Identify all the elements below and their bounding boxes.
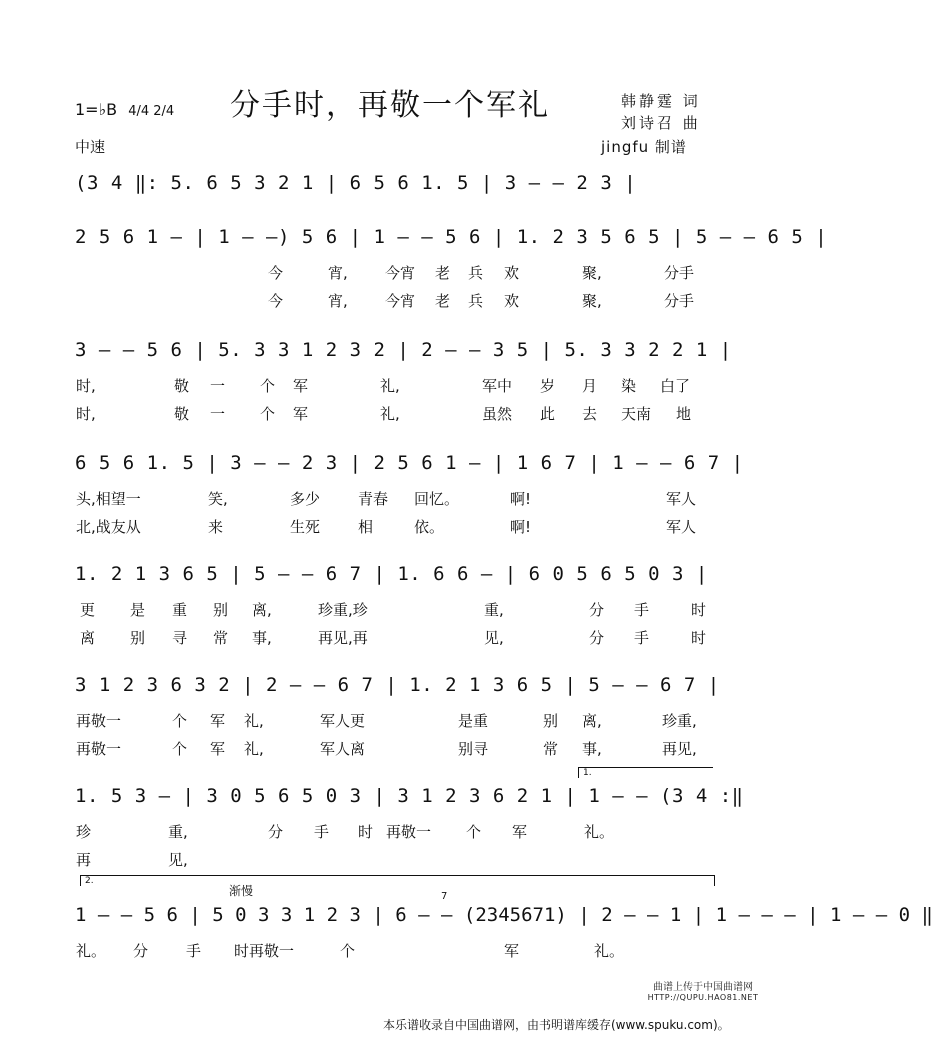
staff-row-7: 1. 5 3 – | 3 0 5 6 5 0 3 | 3 1 2 3 6 2 1 | 1 – – (3 4 :‖ [75,785,744,807]
lyric-syllable: 是 [130,601,146,619]
tempo-marking: 中速 [75,138,106,156]
lyric-syllable: 礼, [380,405,400,423]
lyric-syllable: 再见, [662,740,697,758]
page-title: 分手时，再敬一个军礼 [230,88,550,123]
lyric-syllable: 一 [210,377,226,395]
lyric-syllable: 聚, [582,292,602,310]
lyric-syllable: 军 [504,942,520,960]
lyric-syllable: 离, [582,712,602,730]
lyric-syllable: 军中 [482,377,513,395]
site-watermark [637,978,769,1002]
staff-row-2: 2 5 6 1 – | 1 – –) 5 6 | 1 – – 5 6 | 1. 2 3 5 6 5 | 5 – – 6 5 | [75,226,828,248]
lyric-row-4a [0,488,789,508]
lyric-syllable: 礼, [380,377,400,395]
first-ending-label: 1. [583,768,592,778]
lyric-syllable: 礼, [244,740,264,758]
lyric-row-7b [0,849,789,869]
lyric-syllable: 手 [634,629,650,647]
lyric-syllable: 个 [260,405,276,423]
site-line: 曲谱上传于中国曲谱网 [653,982,753,993]
lyric-syllable: 白了 [660,377,691,395]
lyric-syllable: 离 [80,629,96,647]
lyric-syllable: 再 [76,851,92,869]
lyric-syllable: 军 [293,377,309,395]
lyric-syllable: 青春 [358,490,389,508]
lyric-syllable: 时, [76,377,96,395]
lyric-syllable: 岁 [540,377,556,395]
lyric-syllable: 回忆。 [414,490,460,508]
lyric-syllable: 军 [293,405,309,423]
lyric-syllable: 见, [168,851,188,869]
lyric-syllable: 生死 [290,518,321,536]
lyric-syllable: 时再敬一 [234,942,295,960]
lyric-syllable: 欢 [504,292,520,310]
lyric-syllable: 礼, [244,712,264,730]
lyric-syllable: 别 [543,712,559,730]
lyric-syllable: 事, [582,740,602,758]
lyric-syllable: 今宵 [385,264,416,282]
lyric-syllable: 个 [466,823,482,841]
lyric-syllable: 北,战友从 [76,518,141,536]
lyric-syllable: 月 [582,377,598,395]
lyric-syllable: 兵 [468,264,484,282]
lyric-syllable: 见, [484,629,504,647]
lyric-syllable: 军人 [666,518,697,536]
lyric-syllable: 别 [213,601,229,619]
lyric-row-7a [0,821,789,841]
lyric-syllable: 珍重, [662,712,697,730]
lyric-syllable: 再见,再 [318,629,368,647]
composer-credit: 刘诗召 曲 [621,114,701,132]
lyric-syllable: 手 [634,601,650,619]
lyric-syllable: 别寻 [458,740,489,758]
lyric-row-3b [0,403,789,423]
lyric-syllable: 手 [314,823,330,841]
lyric-syllable: 个 [340,942,356,960]
lyric-syllable: 头,相望一 [76,490,141,508]
lyric-syllable: 珍重,珍 [318,601,368,619]
lyric-syllable: 常 [213,629,229,647]
lyricist-credit: 韩静霆 词 [621,92,701,110]
staff-row-4: 6 5 6 1. 5 | 3 – – 2 3 | 2 5 6 1 – | 1 6 7 | 1 – – 6 7 | [75,452,744,474]
lyric-syllable: 手 [186,942,202,960]
lyric-row-5b [0,627,789,647]
lyric-row-6b [0,738,789,758]
lyric-syllable: 是重 [458,712,489,730]
lyric-syllable: 礼。 [594,942,625,960]
first-ending-bracket [578,767,713,778]
lyric-row-8a [0,940,789,960]
lyric-syllable: 时, [76,405,96,423]
tuplet-number: 7 [441,891,448,902]
lyric-syllable: 时 [691,601,707,619]
lyric-syllable: 军 [210,740,226,758]
lyric-syllable: 个 [172,740,188,758]
lyric-syllable: 来 [208,518,224,536]
lyric-syllable: 聚, [582,264,602,282]
staff-row-1: (3 4 ‖: 5. 6 5 3 2 1 | 6 5 6 1. 5 | 3 – – 2 3 | [75,172,637,194]
staff-row-3: 3 – – 5 6 | 5. 3 3 1 2 3 2 | 2 – – 3 5 | 5. 3 3 2 2 1 | [75,339,732,361]
lyric-syllable: 宵, [328,292,348,310]
lyric-syllable: 离, [252,601,272,619]
lyric-syllable: 啊! [510,518,532,536]
lyric-syllable: 笑, [208,490,228,508]
lyric-row-2a [0,262,789,282]
lyric-syllable: 分手 [664,292,695,310]
lyric-row-2b [0,290,789,310]
lyric-syllable: 依。 [414,518,445,536]
second-ending-bracket [80,875,715,886]
lyric-syllable: 今 [268,292,284,310]
lyric-syllable: 分 [268,823,284,841]
lyric-syllable: 今 [268,264,284,282]
lyric-syllable: 军 [210,712,226,730]
lyric-syllable: 去 [582,405,598,423]
staff-row-8: 1 – – 5 6 | 5 0 3 3 1 2 3 | 6 – – (2345671) | 2 – – 1 | 1 – – – | 1 – – 0 ‖ [75,904,933,926]
lyric-syllable: 此 [540,405,556,423]
key-signature [75,100,174,119]
lyric-syllable: 事, [252,629,272,647]
gradual-slow-marking: 渐慢 [229,884,254,898]
key-label: 1=♭B [75,100,118,119]
lyric-syllable: 时 [358,823,374,841]
lyric-syllable: 时 [691,629,707,647]
lyric-syllable: 敬 [174,405,190,423]
lyric-syllable: 欢 [504,264,520,282]
lyric-syllable: 礼。 [584,823,615,841]
lyric-syllable: 军人离 [320,740,366,758]
second-ending-label: 2. [85,876,94,886]
lyric-syllable: 虽然 [482,405,513,423]
time-signature: 4/4 2/4 [128,104,175,119]
staff-row-6: 3 1 2 3 6 3 2 | 2 – – 6 7 | 1. 2 1 3 6 5 | 5 – – 6 7 | [75,674,720,696]
lyric-syllable: 更 [80,601,96,619]
lyric-syllable: 老 [435,292,451,310]
lyric-syllable: 别 [130,629,146,647]
lyric-syllable: 重 [172,601,188,619]
lyric-syllable: 今宵 [385,292,416,310]
lyric-row-5a [0,599,789,619]
lyric-syllable: 分 [589,629,605,647]
lyric-syllable: 个 [260,377,276,395]
lyric-syllable: 个 [172,712,188,730]
lyric-syllable: 军人 [666,490,697,508]
lyric-row-3a [0,375,789,395]
lyric-syllable: 一 [210,405,226,423]
lyric-syllable: 重, [168,823,188,841]
lyric-syllable: 再敬一 [386,823,432,841]
lyric-syllable: 军人更 [320,712,366,730]
lyric-syllable: 礼。 [76,942,107,960]
lyric-syllable: 相 [358,518,374,536]
lyric-syllable: 军 [512,823,528,841]
arranger-credit: jingfu 制谱 [601,138,687,156]
lyric-syllable: 染 [621,377,637,395]
lyric-syllable: 常 [543,740,559,758]
lyric-syllable: 啊! [510,490,532,508]
lyric-syllable: 敬 [174,377,190,395]
lyric-syllable: 老 [435,264,451,282]
lyric-syllable: 分 [133,942,149,960]
lyric-syllable: 地 [676,405,692,423]
source-notice: 本乐谱收录自中国曲谱网，由书明谱库缓存(www.spuku.com)。 [383,1018,730,1032]
lyric-syllable: 多少 [290,490,321,508]
lyric-syllable: 寻 [172,629,188,647]
lyric-row-4b [0,516,789,536]
lyric-syllable: 重, [484,601,504,619]
lyric-syllable: 再敬一 [76,740,122,758]
lyric-syllable: 兵 [468,292,484,310]
lyric-syllable: 分手 [664,264,695,282]
lyric-syllable: 天南 [621,405,652,423]
lyric-syllable: 珍 [76,823,92,841]
lyric-syllable: 再敬一 [76,712,122,730]
lyric-row-6a [0,710,789,730]
lyric-syllable: 宵, [328,264,348,282]
lyric-syllable: 分 [589,601,605,619]
site-url: HTTP://QUPU.HAO81.NET [647,993,759,1002]
staff-row-5: 1. 2 1 3 6 5 | 5 – – 6 7 | 1. 6 6 – | 6 0 5 6 5 0 3 | [75,563,708,585]
